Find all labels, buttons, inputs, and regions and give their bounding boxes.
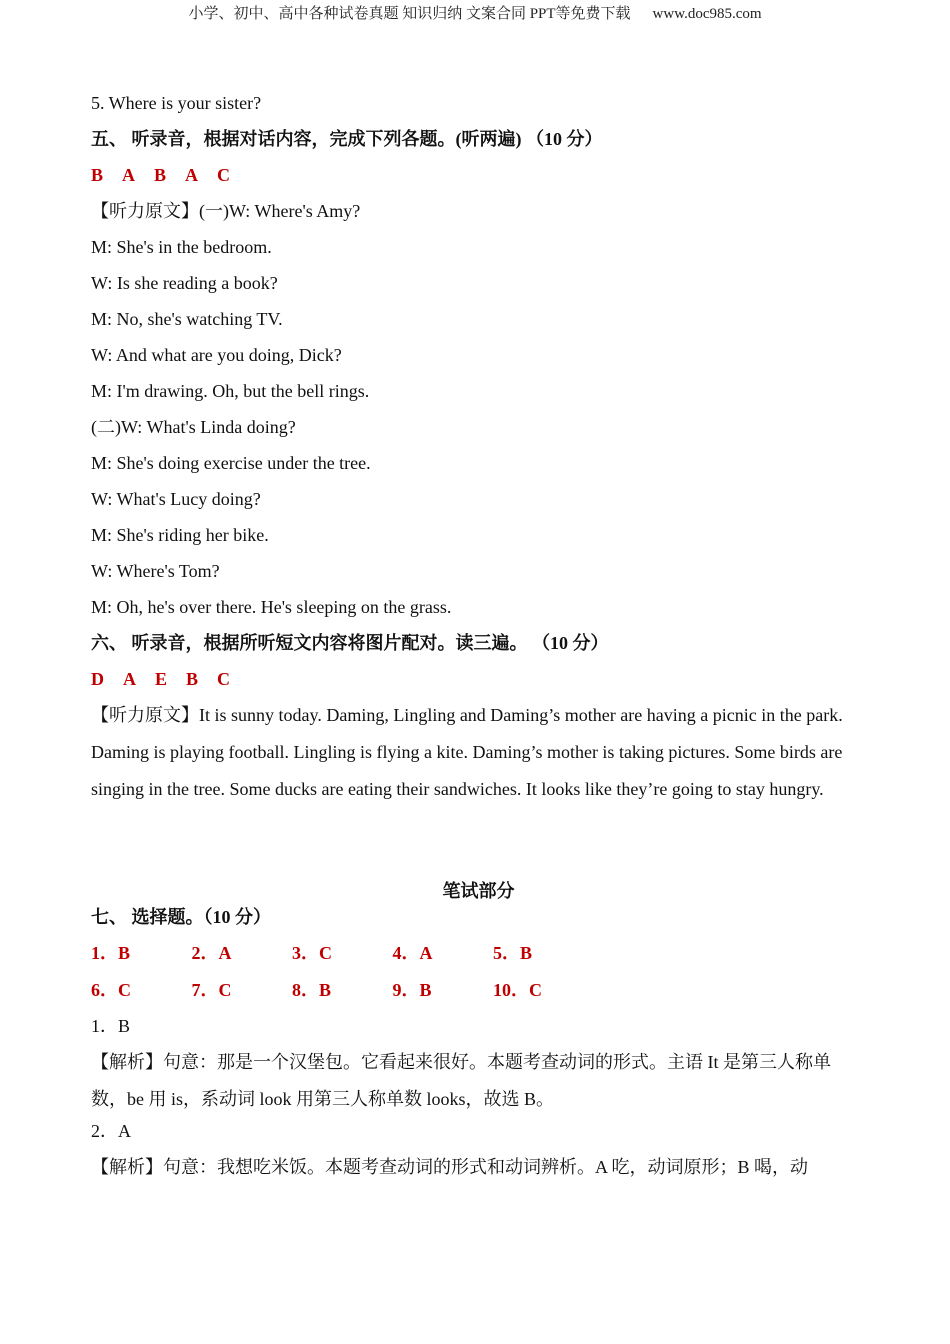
answer-cell: 2．A <box>191 943 232 963</box>
section-6-answers <box>91 668 866 691</box>
dialog-line: M: Oh, he's over there. He's sleeping on the grass. <box>91 597 452 617</box>
dialog-line: W: Is she reading a book? <box>91 273 278 293</box>
answer-cell: 1．B <box>91 943 131 963</box>
answer-cell: 4．A <box>392 943 433 963</box>
answer-1: 1．B <box>91 1016 131 1036</box>
answer-letter: C <box>217 165 231 185</box>
header-site: www.doc985.com <box>652 6 762 22</box>
answer-cell: 10．C <box>493 980 542 1000</box>
answer-letter: B <box>154 165 167 185</box>
dialog-line: W: Where's Tom? <box>91 561 220 581</box>
answer-letter: A <box>122 165 136 185</box>
question-5: 5. Where is your sister? <box>91 93 262 113</box>
answer-letter: A <box>123 669 136 689</box>
section-5-dialog <box>91 200 866 619</box>
answer-cell: 7．C <box>191 980 232 1000</box>
answer-cell: 3．C <box>292 943 332 963</box>
dialog-line: (二)W: What's Linda doing? <box>91 417 296 437</box>
header-text: 小学、初中、高中各种试卷真题 知识归纳 文案合同 PPT等免费下载 <box>188 6 631 22</box>
answer-letter: C <box>217 669 231 689</box>
answer-letter: D <box>91 669 104 689</box>
answer-cell: 9．B <box>392 980 432 1000</box>
section-6-passage: 【听力原文】It is sunny today. Daming, Lingling and Daming’s mother are having a picnic in the park. Daming is playing football. Lingling is flying a kite. Daming’s mother is taking pictures. Some birds are singing in the tree. Some ducks are eating their sandwiches. It looks like they’re going to stay hungry. <box>91 705 843 799</box>
dialog-line: M: I'm drawing. Oh, but the bell rings. <box>91 381 370 401</box>
document-body <box>91 92 866 1186</box>
answer-cell: 5．B <box>493 943 533 963</box>
section-5-heading: 五、 听录音，根据对话内容，完成下列各题。(听两遍) （10 分） <box>91 129 603 149</box>
dialog-line: M: No, she's watching TV. <box>91 309 283 329</box>
page-header <box>0 2 950 23</box>
dialog-line: 【听力原文】(一)W: Where's Amy? <box>91 201 361 221</box>
answer-cell: 8．B <box>292 980 332 1000</box>
dialog-line: M: She's riding her bike. <box>91 525 269 545</box>
answer-2-explanation: 【解析】句意：我想吃米饭。本题考查动词的形式和动词辨析。A 吃，动词原形；B 喝，动 <box>91 1157 809 1177</box>
answer-letter: B <box>186 669 199 689</box>
answer-cell: 6．C <box>91 980 131 1000</box>
answer-letter: B <box>91 165 104 185</box>
answer-letter: A <box>185 165 199 185</box>
dialog-line: W: And what are you doing, Dick? <box>91 345 342 365</box>
section-6-heading: 六、 听录音，根据所听短文内容将图片配对。读三遍。 （10 分） <box>91 633 609 653</box>
written-section-title: 笔试部分 <box>442 881 515 901</box>
dialog-line: W: What's Lucy doing? <box>91 489 261 509</box>
answer-letter: E <box>155 669 168 689</box>
answer-1-explanation: 【解析】句意：那是一个汉堡包。它看起来很好。本题考查动词的形式。主语 It 是第三人称单数，be 用 is，系动词 look 用第三人称单数 looks，故选 B。 <box>91 1052 831 1109</box>
section-7-heading: 七、 选择题。（10 分） <box>91 907 271 927</box>
dialog-line: M: She's in the bedroom. <box>91 237 272 257</box>
section-5-answers <box>91 164 866 187</box>
section-7-answers-row-2 <box>91 979 866 1002</box>
section-7-answers-row-1 <box>91 942 866 965</box>
dialog-line: M: She's doing exercise under the tree. <box>91 453 371 473</box>
answer-2: 2．A <box>91 1121 131 1141</box>
